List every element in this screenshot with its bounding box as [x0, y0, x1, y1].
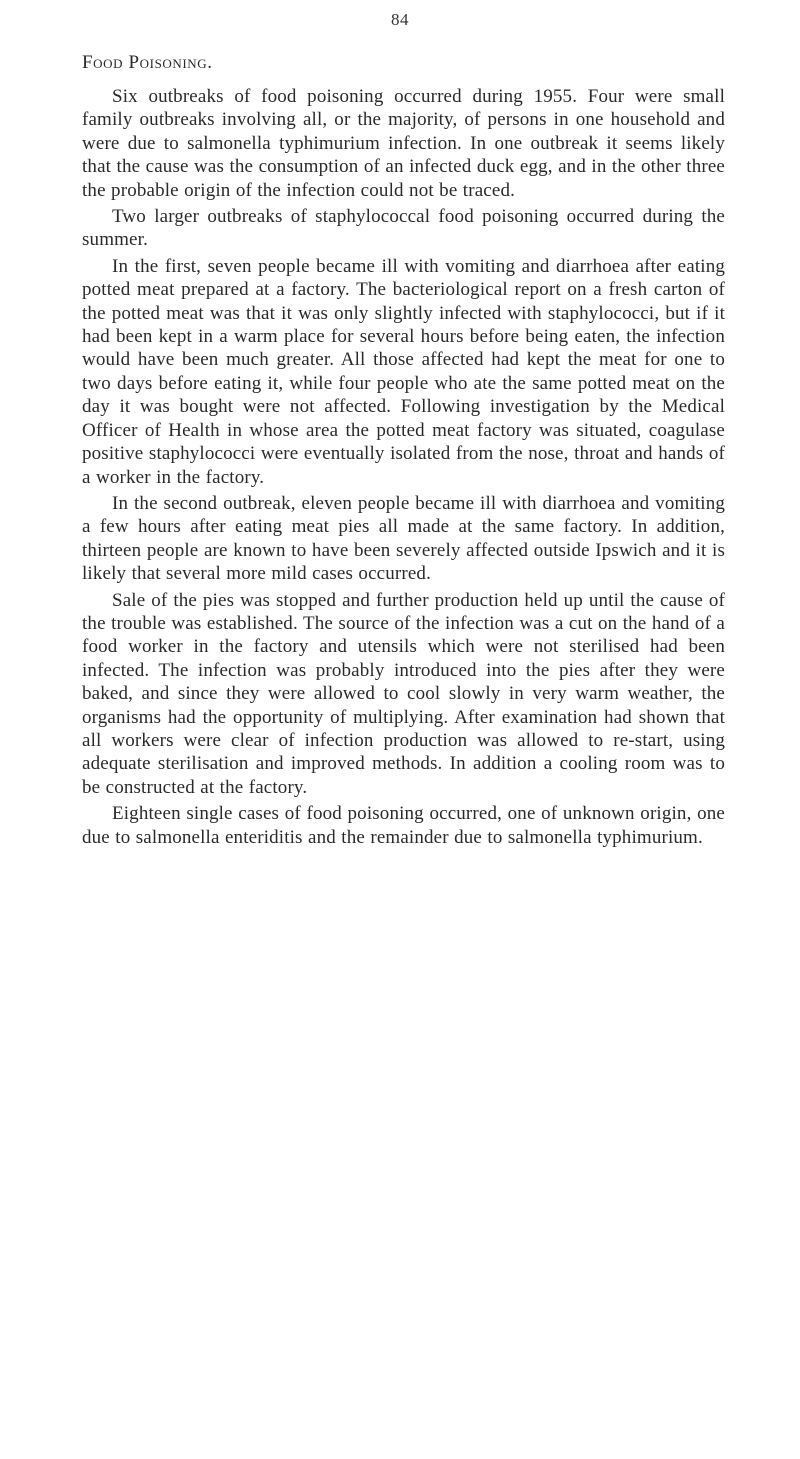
paragraph-second-outbreak: In the second outbreak, eleven people became ill with diarrhoea and vomiting a few hours after eating meat pies all made at the same factory. In addition, thirteen people are known to have been severely affected outside Ipswich and it is likely that several more mild cases occurred. — [82, 492, 725, 585]
body-text — [82, 85, 725, 852]
paragraph-single-cases: Eighteen single cases of food poisoning occurred, one of unknown origin, one due to salmonella enteriditis and the remainder due to salmonella typhimurium. — [82, 803, 725, 848]
paragraph-outbreaks-summary: Six outbreaks of food poisoning occurred during 1955. Four were small family outbreaks involving all, or the majority, of persons in one household and were due to salmonella typhimurium infection. In one outbreak it seems likely that the cause was the consumption of an infected duck egg, and in the other three the probable origin of the infection could not be traced. — [82, 86, 725, 201]
paragraph-pie-sale-stopped: Sale of the pies was stopped and further production held up until the cause of the trouble was established. The source of the infection was a cut on the hand of a food worker in the factory and utensils which were not sterilised had been infected. The infection was probably introduced into the pies after they were baked, and since they were allowed to cool slowly in very warm weather, the organisms had the opportunity of multiplying. After examination had shown that all workers were clear of infection production was allowed to re-start, using adequate sterilisation and improved methods. In addition a cooling room was to be constructed at the factory. — [82, 589, 725, 798]
paragraph-staphylococcal-outbreaks: Two larger outbreaks of staphylococcal food poisoning occurred during the summer. — [82, 206, 725, 251]
page-number: 84 — [391, 10, 409, 29]
paragraph-first-outbreak: In the first, seven people became ill with vomiting and diarrhoea after eating potted meat prepared at a factory. The bacteriological report on a fresh carton of the potted meat was that it was only slightly infected with staphylococci, but if it had been kept in a warm place for several hours before being eaten, the infection would have been much greater. All those affected had kept the meat for one to two days before eating it, while four people who ate the same potted meat on the day it was bought were not affected. Following investigation by the Medical Officer of Health in whose area the potted meat factory was situated, coagulase positive staphylococci were eventually isolated from the nose, throat and hands of a worker in the factory. — [82, 255, 725, 488]
section-heading: Food Poisoning. — [82, 52, 213, 73]
